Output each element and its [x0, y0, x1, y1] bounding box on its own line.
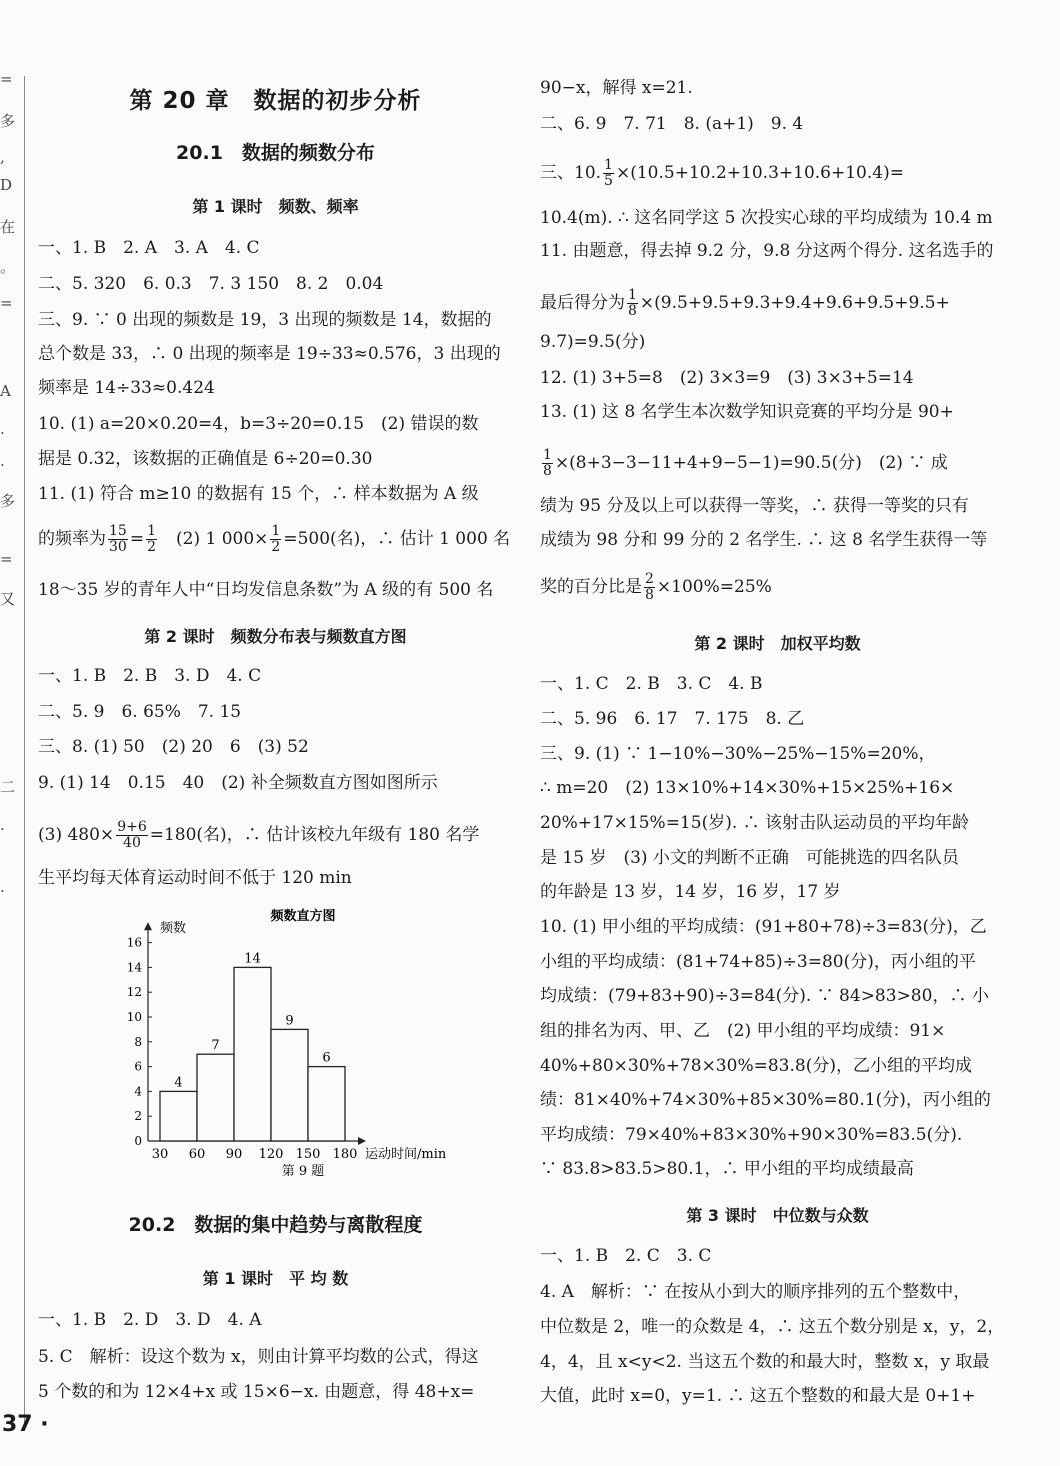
y-axis-arrow — [144, 922, 152, 930]
edge-mark: 二 — [0, 778, 16, 796]
numerator: 1 — [271, 523, 281, 539]
answer-line: 一、1. B 2. D 3. D 4. A — [38, 1310, 262, 1330]
lesson-title: 第 1 课时 平 均 数 — [202, 1269, 349, 1288]
chart-caption: 第 9 题 — [281, 1164, 325, 1179]
y-tick-label: 0 — [134, 1134, 142, 1148]
numerator: 1 — [147, 523, 156, 539]
answer-line: 总个数是 33，∴ 0 出现的频率是 19÷33≈0.576，3 出现的 — [38, 344, 501, 364]
denominator: 8 — [645, 587, 654, 603]
bar-value-label: 6 — [322, 1050, 331, 1066]
edge-mark: · — [0, 882, 5, 900]
answer-line: 10. (1) 甲小组的平均成绩：(91+80+78)÷3=83(分)，乙 — [540, 917, 987, 937]
edge-mark: A — [0, 382, 11, 400]
answer-line: ∵ 83.8>83.5>80.1，∴ 甲小组的平均成绩最高 — [540, 1159, 914, 1179]
answer-line: 二、5. 320 6. 0.3 7. 3 150 8. 2 0.04 — [38, 274, 384, 294]
edge-mark: 。 — [0, 258, 16, 276]
answer-line: 4. A 解析：∵ 在按从小到大的顺序排列的五个整数中， — [540, 1282, 971, 1302]
answer-line: 三、8. (1) 50 (2) 20 6 (3) 52 — [38, 737, 309, 757]
numerator: 9+6 — [117, 819, 147, 835]
answer-line — [540, 158, 1015, 189]
edge-mark: 多 — [0, 112, 16, 130]
x-axis-arrow — [358, 1137, 366, 1145]
answer-line — [38, 820, 513, 851]
fraction — [146, 524, 157, 555]
y-tick-label: 6 — [134, 1059, 142, 1074]
answer-line: 40%+80×30%+78×30%=83.8(分)，乙小组的平均成 — [540, 1056, 972, 1076]
edge-mark: · — [0, 424, 5, 442]
edge-mark: = — [0, 70, 13, 88]
answer-line: 20%+17×15%=15(岁). ∴ 该射击队运动员的平均年龄 — [540, 813, 970, 833]
text: 三、10. — [540, 163, 602, 183]
y-tick-label: 14 — [126, 960, 142, 975]
numerator: 2 — [645, 571, 654, 587]
histogram-bar — [160, 1091, 197, 1141]
edge-mark: 在 — [0, 218, 16, 236]
histogram-bar — [308, 1067, 345, 1141]
answer-line: 一、1. C 2. B 3. C 4. B — [540, 674, 763, 694]
edge-mark: 又 — [0, 590, 16, 608]
text: ×(10.5+10.2+10.3+10.6+10.4)= — [615, 163, 904, 183]
text: = — [129, 529, 145, 549]
answer-line: ∴ m=20 (2) 13×10%+14×30%+15×25%+16× — [540, 778, 955, 798]
text: (3) 480× — [38, 825, 115, 845]
fraction — [603, 158, 614, 189]
fraction — [108, 524, 128, 555]
answer-line — [38, 524, 513, 555]
answer-line: 生平均每天体育运动时间不低于 120 min — [38, 868, 352, 888]
answer-line: 二、5. 9 6. 65% 7. 15 — [38, 702, 242, 722]
answer-line: 18～35 岁的青年人中“日均发信息条数”为 A 级的有 500 名 — [38, 580, 494, 600]
answer-line — [540, 448, 1015, 479]
x-tick-label: 90 — [225, 1147, 243, 1162]
numerator: 1 — [543, 447, 552, 463]
fraction — [644, 572, 655, 603]
frequency-histogram — [68, 900, 508, 1180]
answer-line: 平均成绩：79×40%+83×30%+90×30%=83.5(分). — [540, 1125, 963, 1145]
y-tick-label: 16 — [126, 935, 142, 950]
bar-value-label: 7 — [211, 1038, 220, 1054]
x-tick-label: 150 — [295, 1147, 321, 1162]
lesson-title: 第 3 课时 中位数与众数 — [686, 1206, 869, 1225]
fraction — [270, 524, 281, 555]
answer-line: 10.4(m). ∴ 这名同学这 5 次投实心球的平均成绩为 10.4 m — [540, 208, 993, 228]
answer-line: 三、9. ∵ 0 出现的频数是 19，3 出现的频数是 14，数据的 — [38, 310, 492, 330]
answer-line: 小组的平均成绩：(81+74+85)÷3=80(分)，丙小组的平 — [540, 952, 976, 972]
bar-value-label: 14 — [244, 951, 261, 967]
answer-line: 是 15 岁 (3) 小文的判断不正确 可能挑选的四名队员 — [540, 848, 959, 868]
answer-line: 的年龄是 13 岁，14 岁，16 岁，17 岁 — [540, 882, 841, 902]
answer-line: 9. (1) 14 0.15 40 (2) 补全频数直方图如图所示 — [38, 773, 438, 793]
text: ×(8+3−3−11+4+9−5−1)=90.5(分) (2) ∵ 成 — [554, 453, 948, 473]
edge-mark: · — [0, 456, 5, 474]
answer-line: 11. (1) 符合 m≥10 的数据有 15 个，∴ 样本数据为 A 级 — [38, 484, 479, 504]
denominator: 5 — [604, 173, 613, 189]
answer-line — [540, 288, 1015, 319]
answer-line: 4，4，且 x<y<2. 当这五个数的和最大时，整数 x，y 取最 — [540, 1352, 990, 1372]
answer-line: 13. (1) 这 8 名学生本次数学知识竞赛的平均分是 90+ — [540, 402, 954, 422]
lesson-title: 第 1 课时 频数、频率 — [192, 197, 359, 216]
answer-line: 12. (1) 3+5=8 (2) 3×3=9 (3) 3×3+5=14 — [540, 368, 914, 388]
section-title: 20.2 数据的集中趋势与离散程度 — [128, 1214, 423, 1236]
histogram-bar — [271, 1029, 308, 1141]
x-axis-label: 运动时间/min — [365, 1147, 447, 1162]
x-tick-label: 30 — [151, 1147, 169, 1162]
chapter-title: 第 20 章 数据的初步分析 — [129, 88, 422, 114]
edge-mark: D — [0, 176, 13, 194]
numerator: 1 — [604, 157, 613, 173]
fraction — [627, 288, 638, 319]
answer-line: 10. (1) a=20×0.20=4，b=3÷20=0.15 (2) 错误的数 — [38, 414, 479, 434]
bar-value-label: 4 — [174, 1075, 183, 1091]
numerator: 1 — [628, 287, 637, 303]
left-edge-marks — [0, 60, 16, 940]
text: ×(9.5+9.5+9.3+9.4+9.6+9.5+9.5+ — [639, 293, 950, 313]
y-axis-label: 频数 — [160, 921, 187, 937]
answer-line: 大值，此时 x=0，y=1. ∴ 这五个整数的和最大是 0+1+ — [540, 1386, 976, 1406]
y-tick-label: 8 — [134, 1034, 142, 1049]
denominator: 40 — [116, 835, 148, 851]
fraction — [542, 448, 553, 479]
page-number: 37 · — [2, 1412, 49, 1437]
numerator: 15 — [109, 523, 127, 539]
text: =500(名)，∴ 估计 1 000 名 — [283, 529, 511, 549]
denominator: 2 — [271, 539, 281, 555]
answer-line: 一、1. B 2. C 3. C — [540, 1246, 712, 1266]
text: ×100%=25% — [656, 577, 772, 597]
answer-line: 二、6. 9 7. 71 8. (a+1) 9. 4 — [540, 114, 804, 134]
answer-line: 均成绩：(79+83+90)÷3=84(分). ∵ 84>83>80，∴ 小 — [540, 986, 989, 1006]
answer-line: 三、9. (1) ∵ 1−10%−30%−25%−15%=20%， — [540, 744, 936, 764]
text: (2) 1 000× — [159, 529, 269, 549]
x-tick-label: 180 — [332, 1147, 358, 1162]
answer-line: 据是 0.32，该数据的正确值是 6÷20=0.30 — [38, 449, 373, 469]
edge-mark: = — [0, 294, 13, 312]
answer-line: 中位数是 2，唯一的众数是 4，∴ 这五个数分别是 x，y，2， — [540, 1317, 1005, 1337]
text: 的频率为 — [38, 529, 106, 549]
bar-value-label: 9 — [285, 1013, 294, 1029]
edge-mark: = — [0, 550, 13, 568]
section-title: 20.1 数据的频数分布 — [176, 142, 375, 164]
answer-line: 成绩为 98 分和 99 分的 2 名学生. ∴ 这 8 名学生获得一等 — [540, 530, 988, 550]
answer-line: 频率是 14÷33≈0.424 — [38, 378, 215, 398]
answer-line — [540, 572, 1015, 603]
answer-line: 绩：81×40%+74×30%+85×30%=80.1(分)，丙小组的 — [540, 1090, 991, 1110]
answer-line: 一、1. B 2. B 3. D 4. C — [38, 666, 262, 686]
histogram-bar — [234, 967, 271, 1141]
edge-mark: · — [0, 820, 5, 838]
y-tick-label: 2 — [134, 1109, 142, 1124]
y-tick-label: 4 — [134, 1084, 142, 1099]
chart-title: 频数直方图 — [270, 909, 336, 924]
answer-line: 9.7)=9.5(分) — [540, 332, 646, 352]
text: 最后得分为 — [540, 293, 625, 313]
answer-line: 组的排名为丙、甲、乙 (2) 甲小组的平均成绩：91× — [540, 1021, 946, 1041]
histogram-bar — [197, 1054, 234, 1141]
edge-mark: 多 — [0, 492, 16, 510]
denominator: 2 — [147, 539, 156, 555]
denominator: 30 — [109, 539, 127, 555]
text: 奖的百分比是 — [540, 577, 642, 597]
answer-line: 一、1. B 2. A 3. A 4. C — [38, 238, 260, 258]
fraction — [116, 820, 148, 851]
denominator: 8 — [543, 463, 552, 479]
y-tick-label: 12 — [126, 985, 142, 1000]
y-tick-label: 10 — [126, 1010, 142, 1024]
text: =180(名)，∴ 估计该校九年级有 180 名学 — [149, 825, 480, 845]
answer-line: 5. C 解析：设这个数为 x，则由计算平均数的公式，得这 — [38, 1347, 479, 1367]
lesson-title: 第 2 课时 频数分布表与频数直方图 — [144, 627, 407, 646]
lesson-title: 第 2 课时 加权平均数 — [694, 634, 861, 653]
answer-line: 绩为 95 分及以上可以获得一等奖，∴ 获得一等奖的只有 — [540, 496, 969, 516]
margin-divider — [24, 76, 25, 1426]
denominator: 8 — [628, 303, 637, 319]
answer-line: 90−x，解得 x=21. — [540, 78, 693, 98]
x-tick-label: 60 — [188, 1147, 206, 1162]
answer-line: 11. 由题意，得去掉 9.2 分，9.8 分这两个得分. 这名选手的 — [540, 241, 994, 261]
answer-line: 二、5. 96 6. 17 7. 175 8. 乙 — [540, 709, 805, 729]
answer-line: 5 个数的和为 12×4+x 或 15×6−x. 由题意，得 48+x= — [38, 1382, 475, 1402]
x-tick-label: 120 — [258, 1147, 284, 1162]
edge-mark: , — [0, 148, 5, 166]
